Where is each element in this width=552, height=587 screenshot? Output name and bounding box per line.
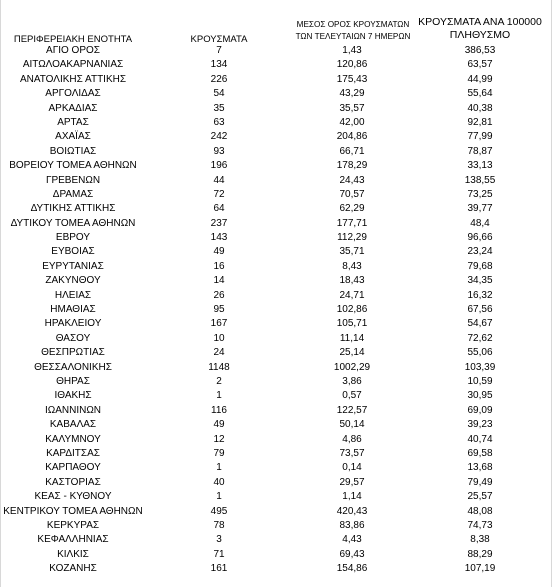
cell-region[interactable]: ΚΕΡΚΥΡΑΣ	[46, 519, 100, 531]
table-row[interactable]	[0, 332, 552, 346]
cell-avg-7-days[interactable]: 62,29	[339, 203, 365, 215]
table-row[interactable]	[0, 490, 552, 504]
table-row[interactable]	[0, 317, 552, 331]
cell-cases-per-100k[interactable]: 88,29	[467, 548, 493, 560]
cell-avg-7-days[interactable]: 18,43	[339, 275, 365, 287]
cell-avg-7-days[interactable]: 420,43	[336, 505, 368, 517]
cell-region[interactable]: ΑΡΓΟΛΙΔΑΣ	[45, 88, 101, 100]
table-row[interactable]	[0, 548, 552, 562]
cell-avg-7-days[interactable]: 4,43	[342, 534, 362, 546]
cell-region[interactable]: ΒΟΙΩΤΙΑΣ	[49, 145, 97, 157]
table-row[interactable]	[0, 202, 552, 216]
cell-cases-per-100k[interactable]: 74,73	[467, 519, 493, 531]
cell-cases-per-100k[interactable]: 78,87	[467, 145, 493, 157]
cell-avg-7-days[interactable]: 29,57	[339, 476, 365, 488]
cell-cases-per-100k[interactable]: 13,68	[467, 462, 493, 474]
table-row[interactable]	[0, 375, 552, 389]
cell-region[interactable]: ΔΡΑΜΑΣ	[52, 188, 94, 200]
cell-cases-per-100k[interactable]: 73,25	[467, 188, 493, 200]
cell-region[interactable]: ΘΑΣΟΥ	[55, 332, 91, 344]
cell-region[interactable]: ΚΕΝΤΡΙΚΟΥ ΤΟΜΕΑ ΑΘΗΝΩΝ	[3, 505, 143, 517]
cell-avg-7-days[interactable]: 50,14	[339, 419, 365, 431]
cell-avg-7-days[interactable]: 35,57	[339, 102, 365, 114]
cell-cases[interactable]: 143	[210, 232, 228, 244]
cell-avg-7-days[interactable]: 4,86	[342, 433, 362, 445]
cell-cases-per-100k[interactable]: 79,49	[467, 476, 493, 488]
table-row[interactable]	[0, 87, 552, 101]
cell-avg-7-days[interactable]: 8,43	[342, 260, 362, 272]
cell-avg-7-days[interactable]: 122,57	[336, 404, 368, 416]
cell-region[interactable]: ΒΟΡΕΙΟΥ ΤΟΜΕΑ ΑΘΗΝΩΝ	[9, 160, 137, 172]
cell-cases-per-100k[interactable]: 79,68	[467, 260, 493, 272]
table-row[interactable]	[0, 44, 552, 58]
cell-region[interactable]: ΑΡΤΑΣ	[57, 116, 89, 128]
cell-cases[interactable]: 72	[213, 188, 225, 200]
cell-cases-per-100k[interactable]: 16,32	[467, 289, 493, 301]
cell-avg-7-days[interactable]: 1002,29	[333, 361, 371, 373]
cell-avg-7-days[interactable]: 69,43	[339, 548, 365, 560]
cell-region[interactable]: ΚΟΖΑΝΗΣ	[49, 563, 97, 575]
cell-cases[interactable]: 54	[213, 88, 225, 100]
cell-cases[interactable]: 226	[210, 73, 228, 85]
cell-cases-per-100k[interactable]: 63,57	[467, 59, 493, 71]
cell-region[interactable]: ΚΑΡΠΑΘΟΥ	[45, 462, 101, 474]
table-row[interactable]	[0, 346, 552, 360]
table-row[interactable]	[0, 389, 552, 403]
table-row[interactable]	[0, 145, 552, 159]
table-row[interactable]	[0, 245, 552, 259]
cell-avg-7-days[interactable]: 105,71	[336, 318, 368, 330]
cell-cases-per-100k[interactable]: 25,57	[467, 491, 493, 503]
header-cases: ΚΡΟΥΣΜΑΤΑ	[190, 34, 248, 45]
cell-cases[interactable]: 35	[213, 102, 225, 114]
cell-region[interactable]: ΓΡΕΒΕΝΩΝ	[45, 174, 101, 186]
cell-region[interactable]: ΑΡΚΑΔΙΑΣ	[48, 102, 98, 114]
cell-cases[interactable]: 78	[213, 519, 225, 531]
cell-cases-per-100k[interactable]: 40,38	[467, 102, 493, 114]
header-region: ΠΕΡΙΦΕΡΕΙΑΚΗ ΕΝΟΤΗΤΑ	[13, 34, 133, 45]
cell-cases[interactable]: 95	[213, 304, 225, 316]
cell-cases-per-100k[interactable]: 386,53	[464, 45, 496, 56]
cell-avg-7-days[interactable]: 204,86	[336, 131, 368, 143]
cell-avg-7-days[interactable]: 0,57	[342, 390, 362, 402]
cell-avg-7-days[interactable]: 35,71	[339, 246, 365, 258]
cell-avg-7-days[interactable]: 83,86	[339, 519, 365, 531]
cell-cases[interactable]: 134	[210, 59, 228, 71]
cell-cases-per-100k[interactable]: 34,35	[467, 275, 493, 287]
cell-avg-7-days[interactable]: 24,43	[339, 174, 365, 186]
cell-cases-per-100k[interactable]: 39,23	[467, 419, 493, 431]
cell-cases-per-100k[interactable]: 23,24	[467, 246, 493, 258]
table-row[interactable]	[0, 447, 552, 461]
table-row[interactable]	[0, 476, 552, 490]
cell-region[interactable]: ΙΘΑΚΗΣ	[54, 390, 92, 402]
cell-region[interactable]: ΘΗΡΑΣ	[56, 375, 90, 387]
header-per100k-line-2: ΠΛΗΘΥΣΜΟ	[449, 29, 511, 41]
table-row[interactable]	[0, 562, 552, 576]
cell-cases[interactable]: 1	[216, 491, 222, 503]
cell-avg-7-days[interactable]: 24,71	[339, 289, 365, 301]
cell-avg-7-days[interactable]: 102,86	[336, 304, 368, 316]
cell-avg-7-days[interactable]: 42,00	[339, 116, 365, 128]
cell-cases[interactable]: 7	[216, 45, 222, 56]
table-row[interactable]	[0, 404, 552, 418]
cell-region[interactable]: ΕΒΡΟΥ	[55, 232, 91, 244]
cell-region[interactable]: ΑΝΑΤΟΛΙΚΗΣ ΑΤΤΙΚΗΣ	[19, 73, 127, 85]
cell-region[interactable]: ΕΥΒΟΙΑΣ	[51, 246, 95, 258]
cell-cases[interactable]: 24	[213, 347, 225, 359]
table-row[interactable]	[0, 130, 552, 144]
table-row[interactable]	[0, 73, 552, 87]
cell-cases[interactable]: 196	[210, 160, 228, 172]
cell-cases[interactable]: 79	[213, 447, 225, 459]
cell-avg-7-days[interactable]: 3,86	[342, 375, 362, 387]
table-row[interactable]	[0, 505, 552, 519]
cell-avg-7-days[interactable]: 0,14	[342, 462, 362, 474]
cell-cases-per-100k[interactable]: 96,66	[467, 232, 493, 244]
table-row[interactable]	[0, 58, 552, 72]
cell-cases-per-100k[interactable]: 92,81	[467, 116, 493, 128]
cell-region[interactable]: ΘΕΣΣΑΛΟΝΙΚΗΣ	[34, 361, 112, 373]
cell-avg-7-days[interactable]: 112,29	[337, 232, 367, 244]
cell-cases[interactable]: 2	[216, 375, 222, 387]
cell-cases[interactable]: 237	[210, 217, 228, 229]
header-cases-per-100k	[408, 16, 552, 42]
cell-region[interactable]: ΑΙΤΩΛΟΑΚΑΡΝΑΝΙΑΣ	[22, 59, 124, 71]
cell-cases[interactable]: 1	[216, 462, 222, 474]
cell-cases-per-100k[interactable]: 48,08	[467, 505, 493, 517]
table-row[interactable]	[0, 102, 552, 116]
cell-region[interactable]: ΚΕΦΑΛΛΗΝΙΑΣ	[37, 534, 109, 546]
cell-cases-per-100k[interactable]: 10,59	[467, 375, 493, 387]
header-avg-line-2: ΤΩΝ ΤΕΛΕΥΤΑΙΩΝ 7 ΗΜΕΡΩΝ	[295, 32, 411, 41]
cell-cases[interactable]: 26	[213, 289, 225, 301]
cell-cases[interactable]: 14	[213, 275, 225, 287]
cell-region[interactable]: ΚΑΡΔΙΤΣΑΣ	[46, 447, 100, 459]
cell-region[interactable]: ΘΕΣΠΡΩΤΙΑΣ	[41, 347, 105, 359]
cell-cases[interactable]: 3	[216, 534, 222, 546]
cell-cases-per-100k[interactable]: 77,99	[467, 131, 493, 143]
cell-cases[interactable]: 49	[213, 246, 225, 258]
table-row[interactable]	[0, 159, 552, 173]
cell-region[interactable]: ΚΑΛΥΜΝΟΥ	[45, 433, 101, 445]
cell-cases[interactable]: 10	[213, 332, 225, 344]
cell-cases-per-100k[interactable]: 69,58	[467, 447, 493, 459]
cell-region[interactable]: ΙΩΑΝΝΙΝΩΝ	[44, 404, 102, 416]
table-row[interactable]	[0, 418, 552, 432]
cell-cases[interactable]: 242	[210, 131, 228, 143]
cell-cases-per-100k[interactable]: 103,39	[464, 361, 496, 373]
table-row[interactable]	[0, 260, 552, 274]
cell-region[interactable]: ΑΓΙΟ ΟΡΟΣ	[46, 45, 100, 56]
table-row[interactable]	[0, 361, 552, 375]
cell-region[interactable]: ΚΕΑΣ - ΚΥΘΝΟΥ	[34, 491, 112, 503]
cell-avg-7-days[interactable]: 177,71	[336, 217, 368, 229]
cell-cases[interactable]: 63	[213, 116, 225, 128]
table-row[interactable]	[0, 231, 552, 245]
cell-region[interactable]: ΗΛΕΙΑΣ	[54, 289, 92, 301]
cell-cases[interactable]: 40	[213, 476, 225, 488]
cell-cases-per-100k[interactable]: 54,67	[467, 318, 493, 330]
cell-cases-per-100k[interactable]: 138,55	[464, 174, 496, 186]
cell-cases-per-100k[interactable]: 55,06	[467, 347, 493, 359]
cell-avg-7-days[interactable]: 70,57	[339, 188, 365, 200]
data-rows	[0, 44, 552, 576]
cell-avg-7-days[interactable]: 66,71	[339, 145, 365, 157]
cell-cases-per-100k[interactable]: 44,99	[467, 73, 493, 85]
cell-cases-per-100k[interactable]: 40,74	[467, 433, 493, 445]
cell-region[interactable]: ΔΥΤΙΚΟΥ ΤΟΜΕΑ ΑΘΗΝΩΝ	[10, 217, 136, 229]
cell-avg-7-days[interactable]: 178,29	[336, 160, 368, 172]
cell-cases[interactable]: 12	[213, 433, 225, 445]
cell-cases[interactable]: 71	[213, 548, 225, 560]
cell-cases[interactable]: 116	[211, 404, 227, 416]
cell-cases-per-100k[interactable]: 30,95	[467, 390, 493, 402]
header-avg-line-1: ΜΕΣΟΣ ΟΡΟΣ ΚΡΟΥΣΜΑΤΩΝ	[296, 20, 410, 29]
cell-cases[interactable]: 49	[213, 419, 225, 431]
cell-region[interactable]: ΚΑΒΑΛΑΣ	[49, 419, 97, 431]
table-row[interactable]	[0, 274, 552, 288]
table-row[interactable]	[0, 188, 552, 202]
cell-region[interactable]: ΚΙΛΚΙΣ	[57, 548, 89, 560]
cell-cases[interactable]: 64	[213, 203, 225, 215]
cell-cases-per-100k[interactable]: 67,56	[467, 304, 493, 316]
cell-cases-per-100k[interactable]: 69,09	[467, 404, 493, 416]
table-row[interactable]	[0, 217, 552, 231]
cell-region[interactable]: ΕΥΡΥΤΑΝΙΑΣ	[42, 260, 104, 272]
cell-cases-per-100k[interactable]: 39,77	[467, 203, 493, 215]
cell-avg-7-days[interactable]: 1,43	[342, 45, 362, 56]
cell-cases-per-100k[interactable]: 107,19	[464, 563, 496, 575]
cell-cases[interactable]: 16	[213, 260, 225, 272]
cell-avg-7-days[interactable]: 11,14	[339, 332, 365, 344]
table-row[interactable]	[0, 116, 552, 130]
cell-cases-per-100k[interactable]: 48,4	[470, 217, 490, 229]
table-row[interactable]	[0, 289, 552, 303]
cell-cases[interactable]: 167	[210, 318, 228, 330]
cell-avg-7-days[interactable]: 120,86	[336, 59, 368, 71]
table-row[interactable]	[0, 461, 552, 475]
cell-cases-per-100k[interactable]: 8,38	[470, 534, 490, 546]
cell-region[interactable]: ΚΑΣΤΟΡΙΑΣ	[45, 476, 101, 488]
cell-cases-per-100k[interactable]: 33,13	[467, 160, 493, 172]
cell-cases-per-100k[interactable]: 55,64	[467, 88, 493, 100]
cell-avg-7-days[interactable]: 25,14	[339, 347, 365, 359]
cell-region[interactable]: ΖΑΚΥΝΘΟΥ	[45, 275, 101, 287]
table-row[interactable]	[0, 533, 552, 547]
cell-cases[interactable]: 495	[210, 505, 228, 517]
cell-region[interactable]: ΑΧΑΪΑΣ	[55, 131, 91, 143]
cell-avg-7-days[interactable]: 1,14	[342, 491, 362, 503]
cell-cases[interactable]: 1148	[208, 361, 230, 373]
cell-avg-7-days[interactable]: 154,86	[336, 563, 368, 575]
cell-avg-7-days[interactable]: 73,57	[339, 447, 365, 459]
cell-region[interactable]: ΗΜΑΘΙΑΣ	[50, 304, 96, 316]
cell-cases-per-100k[interactable]: 72,62	[467, 332, 493, 344]
cell-avg-7-days[interactable]: 43,29	[339, 88, 365, 100]
cell-cases[interactable]: 44	[213, 174, 225, 186]
table-row[interactable]	[0, 519, 552, 533]
table-row[interactable]	[0, 303, 552, 317]
cell-region[interactable]: ΔΥΤΙΚΗΣ ΑΤΤΙΚΗΣ	[30, 203, 116, 215]
table-row[interactable]	[0, 174, 552, 188]
header-per100k-line-1: ΚΡΟΥΣΜΑΤΑ ΑΝΑ 100000	[418, 16, 542, 28]
cell-region[interactable]: ΗΡΑΚΛΕΙΟΥ	[44, 318, 102, 330]
cell-cases[interactable]: 93	[213, 145, 225, 157]
cell-cases[interactable]: 161	[210, 563, 228, 575]
cell-cases[interactable]: 1	[216, 390, 222, 402]
cell-avg-7-days[interactable]: 175,43	[336, 73, 368, 85]
table-row[interactable]	[0, 433, 552, 447]
